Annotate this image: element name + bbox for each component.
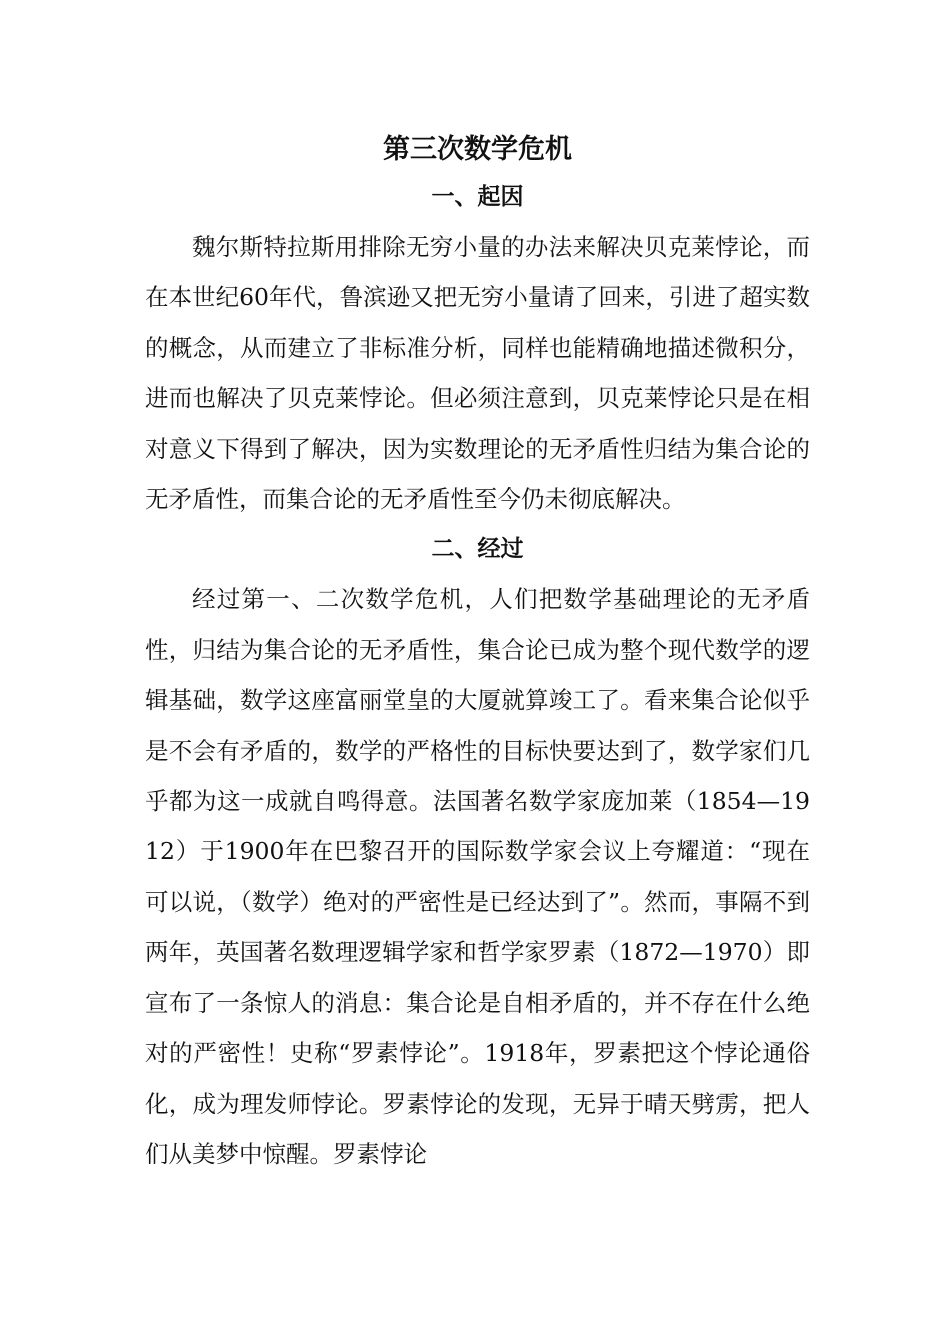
section-heading-process: 二、经过: [431, 535, 524, 563]
section-heading-cause: 一、起因: [431, 183, 524, 210]
section-paragraph-process: 经过第一、二次数学危机，人们把数学基础理论的无矛盾性，归结为集合论的无矛盾性，集合论已成为整个现代数学的逻辑基础，数学这座富丽堂皇的大厦就算竣工了。看来集合论似乎是不会有矛盾的，数学的严格性的目标快要达到了，数学家们几乎都为这一成就自鸣得意。法国著名数学家庞加莱（1854—1912）于1900年在巴黎召开的国际数学家会议上夸耀道：“现在可以说，（数学）绝对的严密性是已经达到了”。然而，事隔不到两年，英国著名数理逻辑学家和哲学家罗素（1872—1970）即宣布了一条惊人的消息：集合论是自相矛盾的，并不存在什么绝对的严密性！史称“罗素悖论”。1918年，罗素把这个悖论通俗化，成为理发师悖论。罗素悖论的发现，无异于晴天劈雳，把人们从美梦中惊醒。罗素悖论: [145, 585, 810, 1168]
document-title: 第三次数学危机: [383, 134, 572, 165]
document-body: [145, 128, 810, 1179]
section-paragraph-cause: 魏尔斯特拉斯用排除无穷小量的办法来解决贝克莱悖论，而在本世纪60年代，鲁滨逊又把无穷小量请了回来，引进了超实数的概念，从而建立了非标准分析，同样也能精确地描述微积分，进而也解决了贝克莱悖论。但必须注意到，贝克莱悖论只是在相对意义下得到了解决，因为实数理论的无矛盾性归结为集合论的无矛盾性，而集合论的无矛盾性至今仍未彻底解决。: [145, 233, 810, 514]
section-process: [145, 524, 810, 1179]
section-cause: [145, 172, 810, 524]
